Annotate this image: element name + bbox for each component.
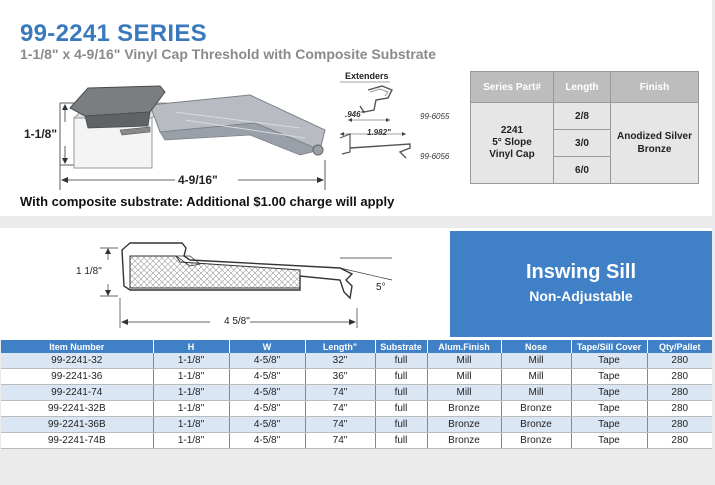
table-cell: 99-2241-32B	[1, 401, 153, 417]
series-header-finish: Finish	[611, 72, 699, 103]
series-table	[470, 71, 699, 184]
col-header: Item Number	[1, 340, 153, 353]
extender1-part: 99-6055	[420, 112, 450, 121]
table-row	[1, 433, 712, 449]
table-row	[1, 385, 712, 401]
table-cell: Mill	[427, 369, 501, 385]
table-cell: 1-1/8"	[153, 385, 229, 401]
table-cell: 74"	[305, 385, 375, 401]
col-header: Nose	[501, 340, 571, 353]
series-header-length: Length	[554, 72, 611, 103]
table-cell: 4-5/8"	[229, 385, 305, 401]
series-finish-line-2: Bronze	[637, 144, 672, 155]
page-title: 99-2241 SERIES	[20, 20, 207, 47]
table-cell: Mill	[501, 369, 571, 385]
table-row	[1, 369, 712, 385]
table-cell: 1-1/8"	[153, 353, 229, 369]
series-part-line-2: 5° Slope	[492, 137, 532, 148]
table-cell: 99-2241-36	[1, 369, 153, 385]
table-cell: 280	[647, 401, 712, 417]
table-cell: 280	[647, 369, 712, 385]
sill-type-box	[450, 231, 712, 337]
extender2-dim: 1.982"	[367, 128, 391, 137]
table-cell: Mill	[427, 353, 501, 369]
table-cell: Tape	[571, 369, 647, 385]
series-header-part: Series Part#	[471, 72, 554, 103]
table-cell: Bronze	[501, 417, 571, 433]
table-cell: full	[375, 417, 427, 433]
table-cell: 1-1/8"	[153, 417, 229, 433]
table-cell: 4-5/8"	[229, 369, 305, 385]
series-part-cell	[471, 103, 554, 184]
table-cell: Tape	[571, 353, 647, 369]
table-cell: 280	[647, 353, 712, 369]
table-cell: 280	[647, 433, 712, 449]
table-cell: Bronze	[501, 401, 571, 417]
extenders-label: Extenders	[345, 71, 389, 81]
series-length-3: 6/0	[554, 157, 611, 184]
col-header: Tape/Sill Cover	[571, 340, 647, 353]
series-length-2: 3/0	[554, 130, 611, 157]
series-part-line-1: 2241	[500, 125, 524, 136]
table-cell: 280	[647, 417, 712, 433]
page-subtitle: 1-1/8" x 4-9/16" Vinyl Cap Threshold with Composite Substrate	[20, 46, 437, 62]
table-cell: 74"	[305, 433, 375, 449]
table-cell: Bronze	[427, 417, 501, 433]
table-cell: Mill	[501, 385, 571, 401]
table-cell: Tape	[571, 385, 647, 401]
threshold-drawing	[0, 0, 340, 190]
top-panel	[0, 0, 712, 216]
table-row	[1, 353, 712, 369]
table-cell: Tape	[571, 433, 647, 449]
table-cell: Bronze	[427, 433, 501, 449]
table-cell: 99-2241-74B	[1, 433, 153, 449]
table-cell: 99-2241-74	[1, 385, 153, 401]
table-cell: 99-2241-32	[1, 353, 153, 369]
width-label: 4-9/16"	[178, 173, 218, 187]
table-cell: Tape	[571, 401, 647, 417]
table-cell: Bronze	[427, 401, 501, 417]
cross-width-label: 4 5/8"	[224, 316, 250, 327]
col-header: Substrate	[375, 340, 427, 353]
col-header: Alum.Finish	[427, 340, 501, 353]
col-header: Length"	[305, 340, 375, 353]
charge-note: With composite substrate: Additional $1.00 charge will apply	[20, 194, 395, 209]
sill-subtitle: Non-Adjustable	[529, 288, 633, 304]
cross-height-label: 1 1/8"	[76, 266, 102, 277]
series-length-1: 2/8	[554, 103, 611, 130]
table-cell: 4-5/8"	[229, 417, 305, 433]
table-cell: 4-5/8"	[229, 353, 305, 369]
table-cell: full	[375, 369, 427, 385]
table-cell: 1-1/8"	[153, 401, 229, 417]
col-header: W	[229, 340, 305, 353]
table-cell: Mill	[501, 353, 571, 369]
table-row	[1, 417, 712, 433]
items-header-row	[1, 340, 712, 353]
col-header: H	[153, 340, 229, 353]
table-cell: full	[375, 353, 427, 369]
table-cell: 36"	[305, 369, 375, 385]
table-cell: 32"	[305, 353, 375, 369]
series-part-line-3: Vinyl Cap	[489, 149, 535, 160]
items-table	[1, 340, 712, 449]
slope-label: 5°	[376, 282, 386, 293]
series-finish-line-1: Anodized Silver	[616, 131, 692, 142]
items-body	[1, 353, 712, 449]
table-cell: 74"	[305, 417, 375, 433]
table-cell: 1-1/8"	[153, 369, 229, 385]
sill-title: Inswing Sill	[525, 261, 636, 283]
extender1-dim: .946"	[345, 110, 365, 119]
table-row	[1, 401, 712, 417]
table-cell: 4-5/8"	[229, 433, 305, 449]
height-label: 1-1/8"	[24, 127, 58, 141]
table-cell: Tape	[571, 417, 647, 433]
series-finish-cell	[611, 103, 699, 184]
table-cell: Bronze	[501, 433, 571, 449]
table-cell: full	[375, 433, 427, 449]
table-cell: 99-2241-36B	[1, 417, 153, 433]
extender2-part: 99-6056	[420, 152, 450, 161]
table-cell: Mill	[427, 385, 501, 401]
table-cell: full	[375, 385, 427, 401]
table-cell: 1-1/8"	[153, 433, 229, 449]
col-header: Qty/Pallet	[647, 340, 712, 353]
table-cell: 74"	[305, 401, 375, 417]
table-cell: full	[375, 401, 427, 417]
table-cell: 4-5/8"	[229, 401, 305, 417]
table-cell: 280	[647, 385, 712, 401]
